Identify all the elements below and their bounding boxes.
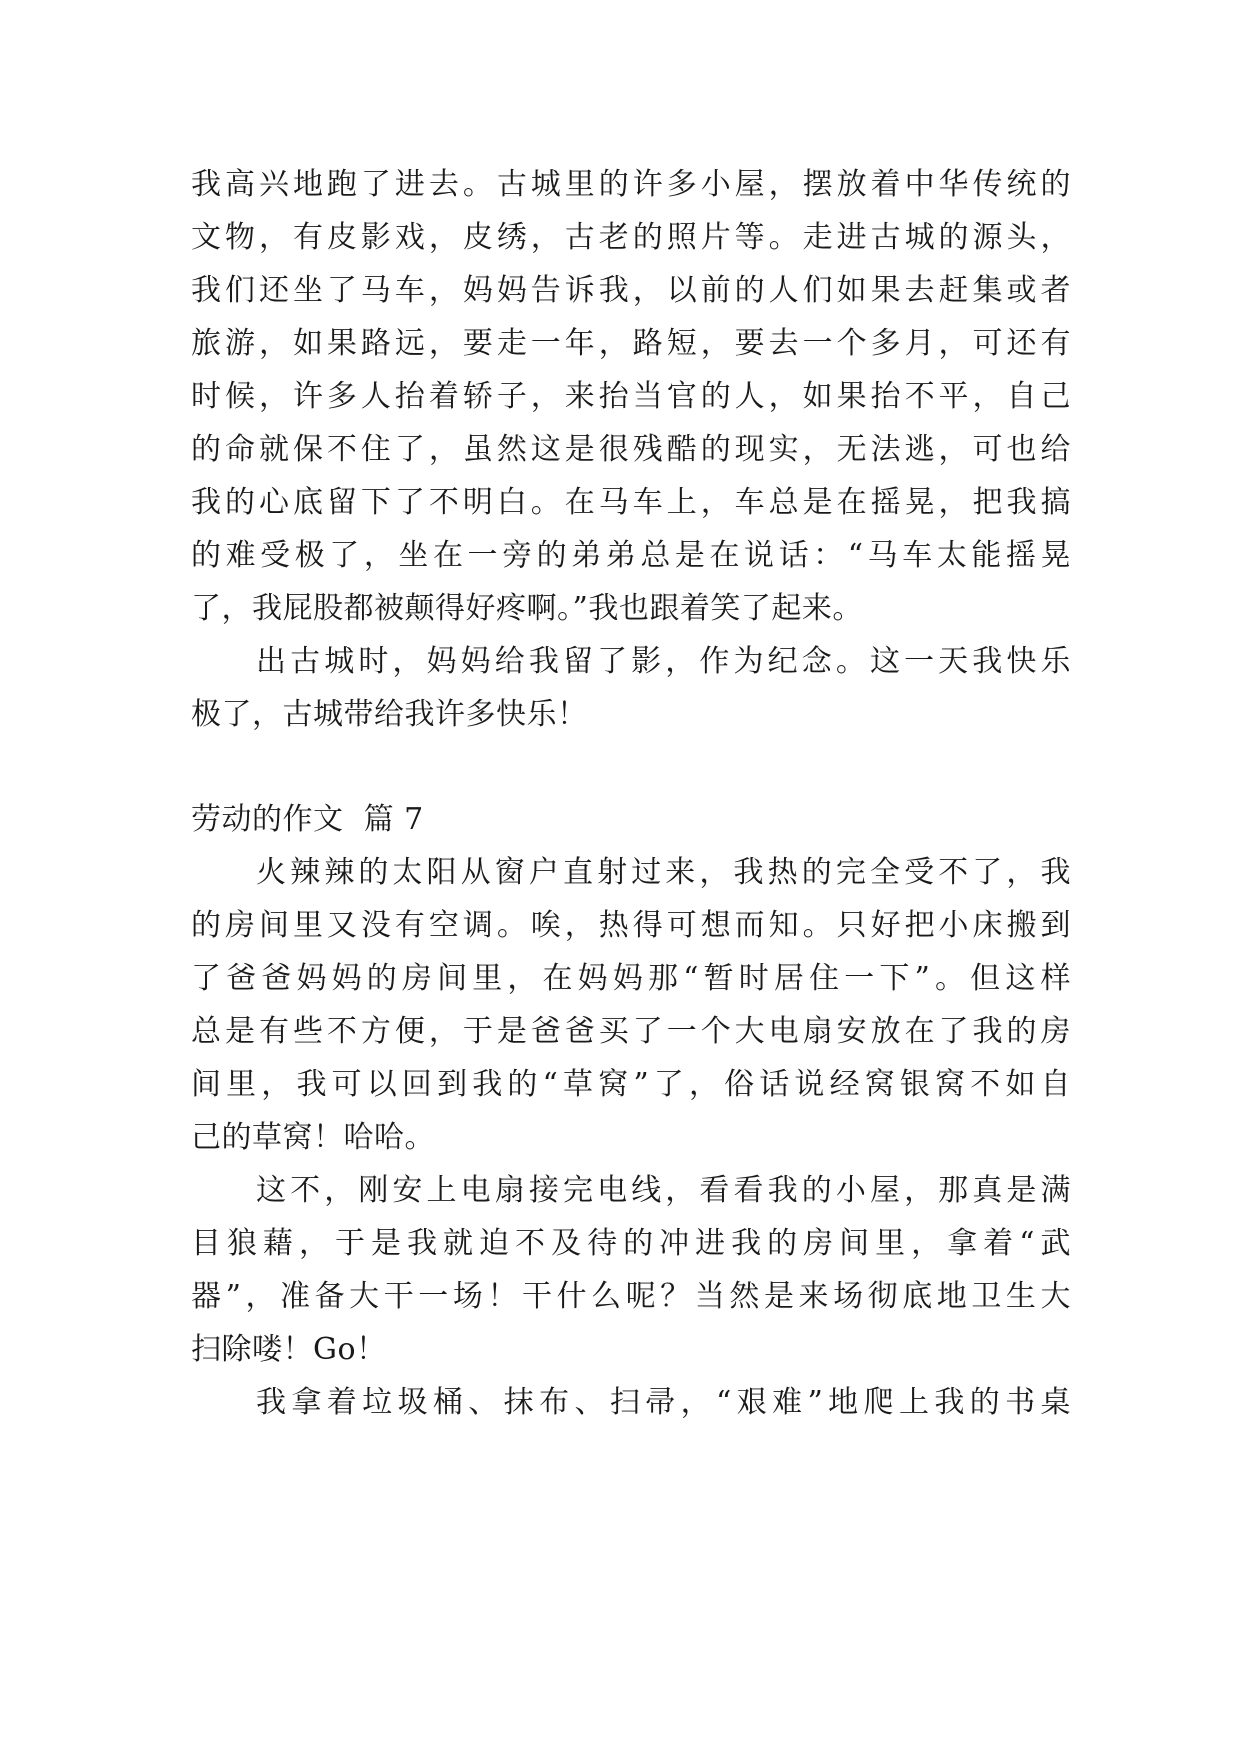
paragraph-4-line-4: 扫除喽！Go！ bbox=[191, 1332, 387, 1367]
paragraph-3-line-2: 的房间里又没有空调。唉，热得可想而知。只好把小床搬到 bbox=[191, 908, 1071, 943]
paragraph-3-line-6: 己的草窝！哈哈。 bbox=[191, 1120, 435, 1155]
paragraph-3-line-3: 了爸爸妈妈的房间里，在妈妈那“暂时居住一下”。但这样 bbox=[191, 961, 1071, 996]
paragraph-2-line-1: 出古城时，妈妈给我留了影，作为纪念。这一天我快乐 bbox=[256, 644, 1071, 679]
paragraph-1-line-3: 我们还坐了马车，妈妈告诉我，以前的人们如果去赶集或者 bbox=[191, 273, 1071, 308]
paragraph-1-line-6: 的命就保不住了，虽然这是很残酷的现实，无法逃，可也给 bbox=[191, 432, 1071, 467]
paragraph-1-line-1: 我高兴地跑了进去。古城里的许多小屋，摆放着中华传统的 bbox=[191, 167, 1071, 202]
paragraph-1-line-9: 了，我屁股都被颠得好疼啊。”我也跟着笑了起来。 bbox=[191, 591, 863, 626]
paragraph-3-line-4: 总是有些不方便，于是爸爸买了一个大电扇安放在了我的房 bbox=[191, 1014, 1071, 1049]
paragraph-1-line-4: 旅游，如果路远，要走一年，路短，要去一个多月，可还有 bbox=[191, 326, 1071, 361]
paragraph-3-line-5: 间里，我可以回到我的“草窝”了，俗话说经窝银窝不如自 bbox=[191, 1067, 1071, 1102]
paragraph-5-line-1: 我拿着垃圾桶、抹布、扫帚，“艰难”地爬上我的书桌 bbox=[256, 1385, 1071, 1420]
paragraph-3-line-1: 火辣辣的太阳从窗户直射过来，我热的完全受不了，我 bbox=[256, 855, 1071, 890]
paragraph-2-line-2: 极了，古城带给我许多快乐！ bbox=[191, 697, 588, 732]
paragraph-4-line-2: 目狼藉，于是我就迫不及待的冲进我的房间里，拿着“武 bbox=[191, 1226, 1071, 1261]
section-heading: 劳动的作文 篇 7 bbox=[191, 802, 424, 837]
paragraph-4-line-1: 这不，刚安上电扇接完电线，看看我的小屋，那真是满 bbox=[256, 1173, 1071, 1208]
paragraph-1-line-8: 的难受极了，坐在一旁的弟弟总是在说话：“马车太能摇晃 bbox=[191, 538, 1071, 573]
paragraph-1-line-2: 文物，有皮影戏，皮绣，古老的照片等。走进古城的源头， bbox=[191, 220, 1071, 255]
paragraph-1-line-5: 时候，许多人抬着轿子，来抬当官的人，如果抬不平，自己 bbox=[191, 379, 1071, 414]
paragraph-1-line-7: 我的心底留下了不明白。在马车上，车总是在摇晃，把我搞 bbox=[191, 485, 1071, 520]
paragraph-4-line-3: 器”，准备大干一场！干什么呢？当然是来场彻底地卫生大 bbox=[191, 1279, 1071, 1314]
